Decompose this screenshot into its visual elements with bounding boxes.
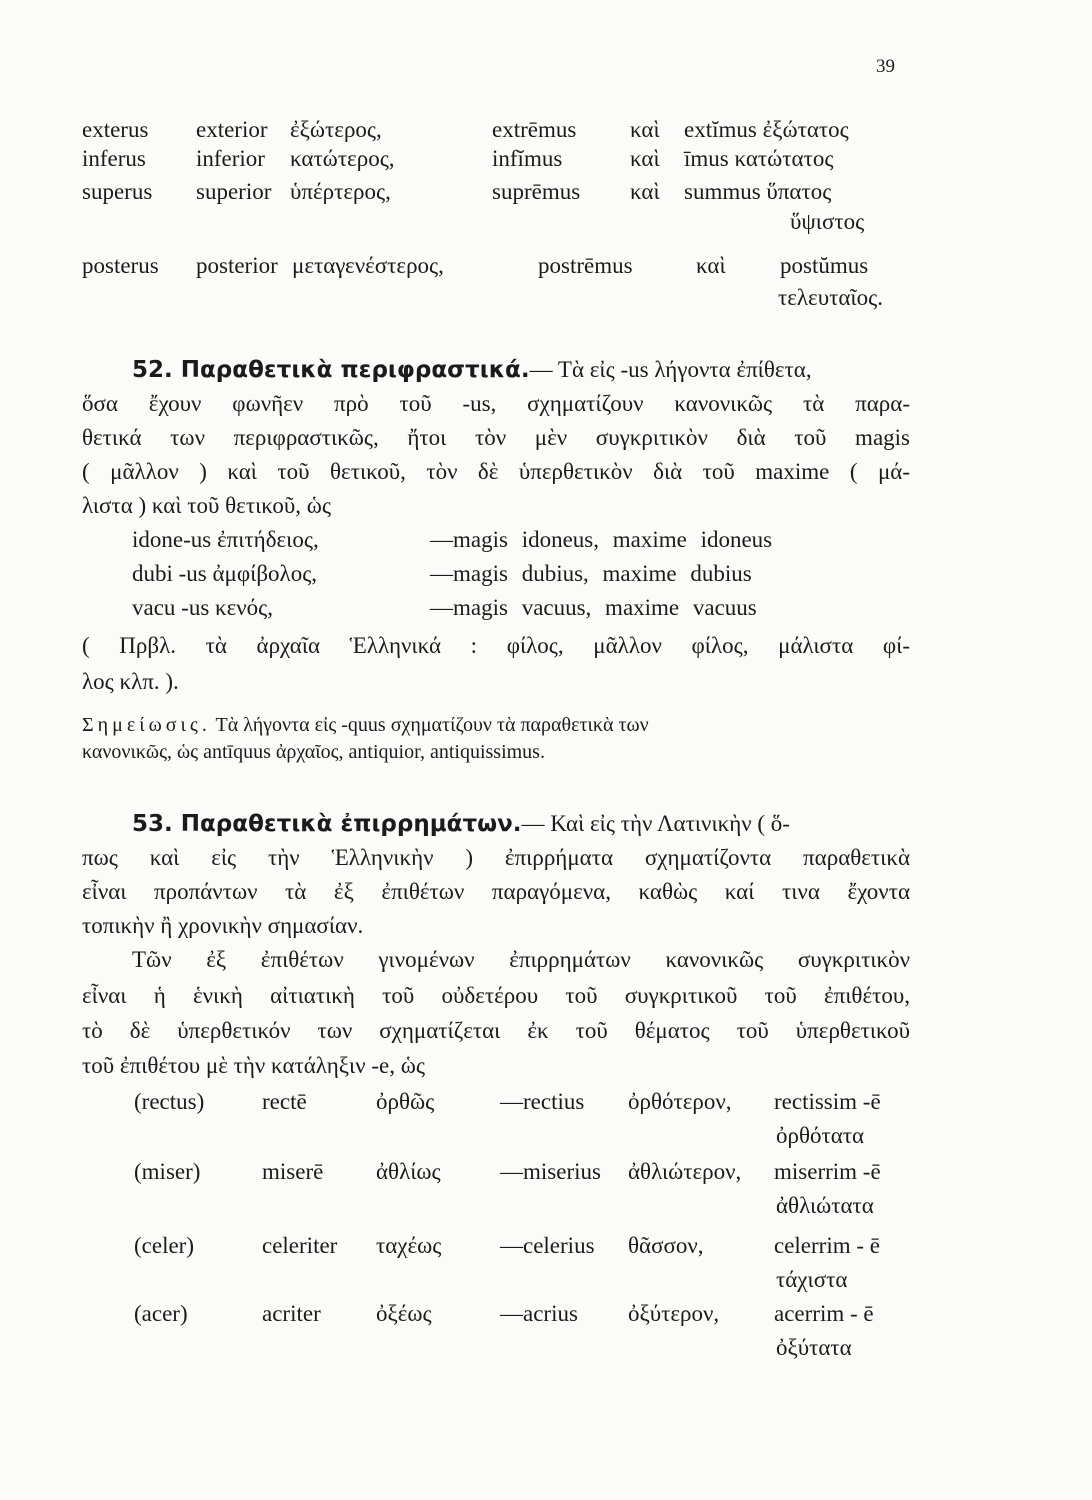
paragraph-line: τὸ δὲ ὑπερθετικόν των σχηματίζεται ἐκ τοῦ θέματος τοῦ ὑπερθετικοῦ — [82, 1018, 910, 1043]
note-label: Σημείωσις. — [82, 714, 211, 736]
section-heading: 52. Παραθετικὰ περιφραστικά. — [132, 357, 530, 383]
paragraph-line: εἶναι προπάντων τὰ ἐξ ἐπιθέτων παραγόμενα, καθὼς καί τινα ἔχοντα — [82, 879, 910, 904]
note-line: κανονικῶς, ὡς antīquus ἀρχαῖος, antiquior, antiquissimus. — [82, 741, 545, 763]
section-53-first-line — [132, 810, 790, 838]
superlative-greek: ὀρθότατα — [776, 1123, 865, 1148]
paragraph-line: εἶναι ἡ ἑνικὴ αἰτιατικὴ τοῦ οὐδετέρου τοῦ συγκριτικοῦ τοῦ ἐπιθέτου, — [82, 983, 910, 1008]
example-word: idone-us ἐπιτήδειος, — [132, 527, 319, 552]
paragraph-line: — Τὰ εἰς -us λήγοντα ἐπίθετα, — [529, 357, 812, 382]
superlative-form: infĭmus — [492, 146, 563, 171]
adjective: (rectus) — [134, 1089, 205, 1114]
comparative: —miserius — [500, 1159, 601, 1184]
comparative-greek: ὀξύτερον, — [628, 1301, 720, 1326]
adverb-greek: ὀξέως — [376, 1301, 432, 1326]
adverb: rectē — [262, 1089, 307, 1114]
positive-form: posterus — [82, 253, 159, 278]
paragraph-line: ὅσα ἔχουν φωνῆεν πρὸ τοῦ -us, σχηματίζουν κανονικῶς τὰ παρα- — [82, 391, 910, 416]
conjunction: καὶ — [696, 253, 726, 278]
comparative-form: exterior — [196, 117, 268, 142]
superlative-alt: summus ὕπατος — [684, 179, 832, 204]
comparative-greek: κατώτερος, — [290, 146, 395, 171]
page-number: 39 — [876, 56, 895, 77]
adverb: celeriter — [262, 1233, 338, 1258]
example-word: dubi -us ἀμφίβολος, — [132, 561, 318, 586]
conjunction: καὶ — [630, 117, 660, 142]
paragraph-line: θετικά των περιφραστικῶς, ἤτοι τὸν μὲν συγκριτικὸν διὰ τοῦ magis — [82, 425, 910, 450]
comparative-greek: θᾶσσον, — [628, 1233, 704, 1258]
comparative-greek: ἀθλιώτερον, — [628, 1159, 742, 1184]
positive-form: exterus — [82, 117, 149, 142]
conjunction: καὶ — [630, 146, 660, 171]
superlative-form: suprēmus — [492, 179, 581, 204]
superlative: rectissim -ē — [774, 1089, 881, 1114]
adverb-greek: ταχέως — [376, 1233, 442, 1258]
note-first-line — [82, 711, 649, 739]
adverb: acriter — [262, 1301, 321, 1326]
superlative: miserrim -ē — [774, 1159, 881, 1184]
superlative-greek: τάχιστα — [776, 1267, 848, 1292]
paragraph-line: πως καὶ εἰς τὴν Ἑλληνικὴν ) ἐπιρρήματα σχηματίζοντα παραθετικὰ — [82, 845, 910, 870]
comparative: —rectius — [500, 1089, 585, 1114]
paragraph-line: ( μᾶλλον ) καὶ τοῦ θετικοῦ, τὸν δὲ ὑπερθετικὸν διὰ τοῦ maxime ( μά- — [82, 459, 910, 484]
paragraph-line: τοπικὴν ἢ χρονικὴν σημασίαν. — [82, 913, 364, 938]
superlative-alt: postŭmus — [780, 253, 869, 278]
note-text: Τὰ λήγοντα εἰς -quus σχηματίζουν τὰ παραθετικὰ των — [215, 714, 649, 736]
superlative: celerrim - ē — [774, 1233, 880, 1258]
adverb: miserē — [262, 1159, 324, 1184]
superlative-continuation: τελευταῖος. — [778, 285, 883, 310]
comparative: —acrius — [500, 1301, 578, 1326]
comparative-form: inferior — [196, 146, 265, 171]
example-comparison: —magis vacuus, maxime vacuus — [430, 595, 757, 620]
adjective: (miser) — [134, 1159, 201, 1184]
positive-form: inferus — [82, 146, 146, 171]
adverb-greek: ἀθλίως — [376, 1159, 441, 1184]
paragraph-line: Τῶν ἐξ ἐπιθέτων γινομένων ἐπιρρημάτων κανονικῶς συγκριτικὸν — [132, 947, 910, 972]
superlative-form: postrēmus — [538, 253, 633, 278]
superlative-continuation: ὕψιστος — [790, 209, 865, 234]
comparative-greek: ὀρθότερον, — [628, 1089, 732, 1114]
adjective: (acer) — [134, 1301, 188, 1326]
example-word: vacu -us κενός, — [132, 595, 274, 620]
compare-note-line: ( Πρβλ. τὰ ἀρχαῖα Ἑλληνικά : φίλος, μᾶλλον φίλος, μάλιστα φί- — [82, 633, 910, 658]
section-52-first-line — [132, 356, 812, 384]
superlative: acerrim - ē — [774, 1301, 874, 1326]
comparative-greek: μεταγενέστερος, — [292, 253, 444, 278]
superlative-form: extrēmus — [492, 117, 577, 142]
example-comparison: —magis dubius, maxime dubius — [430, 561, 752, 586]
paragraph-line: — Καὶ εἰς τὴν Λατινικὴν ( ὅ- — [521, 811, 790, 836]
comparative-form: superior — [196, 179, 272, 204]
superlative-alt: īmus κατώτατος — [684, 146, 834, 171]
adverb-greek: ὀρθῶς — [376, 1089, 435, 1114]
comparative-greek: ἐξώτερος, — [290, 117, 382, 142]
paragraph-line: τοῦ ἐπιθέτου μὲ τὴν κατάληξιν -e, ὡς — [82, 1053, 425, 1078]
superlative-greek: ἀθλιώτατα — [776, 1193, 874, 1218]
superlative-greek: ὀξύτατα — [776, 1335, 852, 1360]
compare-note-line: λος κλπ. ). — [82, 669, 179, 694]
conjunction: καὶ — [630, 179, 660, 204]
superlative-alt: extĭmus ἐξώτατος — [684, 117, 849, 142]
positive-form: superus — [82, 179, 153, 204]
paragraph-line: λιστα ) καὶ τοῦ θετικοῦ, ὡς — [82, 493, 331, 518]
comparative: —celerius — [500, 1233, 595, 1258]
comparative-greek: ὑπέρτερος, — [290, 179, 391, 204]
section-heading: 53. Παραθετικὰ ἐπιρρημάτων. — [132, 811, 522, 837]
example-comparison: —magis idoneus, maxime idoneus — [430, 527, 773, 552]
adjective: (celer) — [134, 1233, 194, 1258]
comparative-form: posterior — [196, 253, 278, 278]
